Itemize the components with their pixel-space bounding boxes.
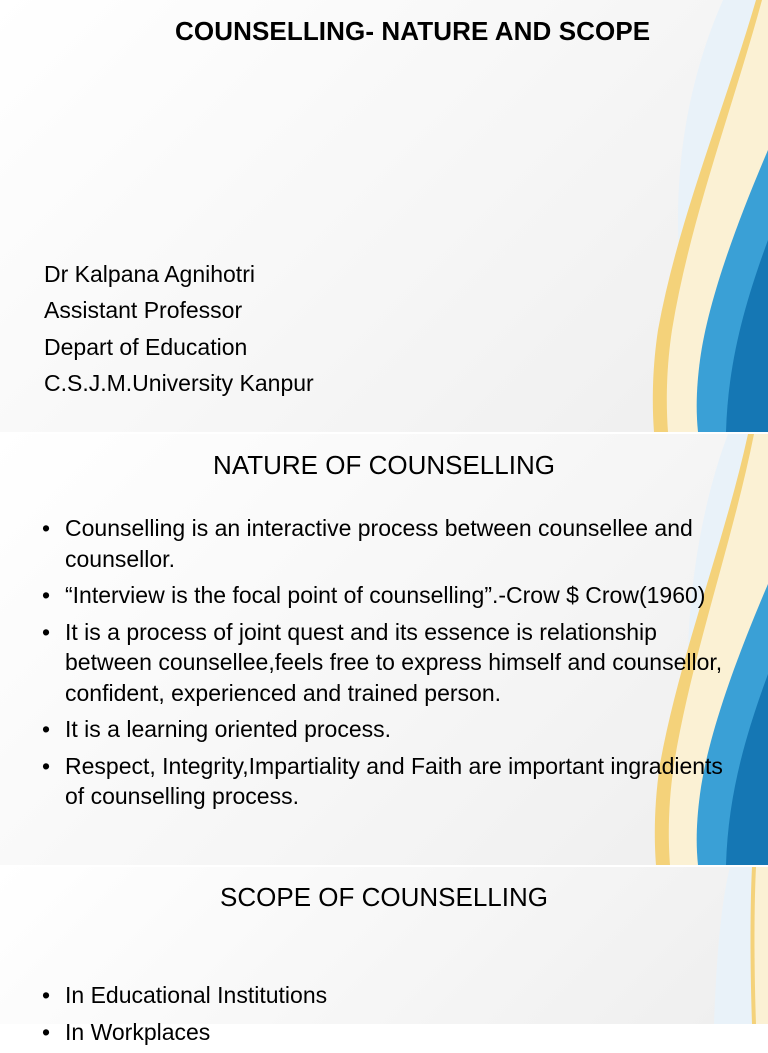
slide-title: SCOPE OF COUNSELLING [220,882,548,912]
decorative-wave [628,0,768,432]
slide-title: NATURE OF COUNSELLING [213,450,555,480]
list-item: • Respect, Integrity,Impartiality and Faith are important ingradients of counselling process. [42,752,723,809]
author-block [44,256,314,401]
slide-scope [0,867,768,1045]
author-position: Assistant Professor [44,297,243,324]
bullet-icon: • [42,618,51,645]
list-item: • In Educational Institutions [0,980,730,1011]
list-item: • It is a learning oriented process. [0,714,730,745]
author-university: C.S.J.M.University Kanpur [44,369,314,396]
bullet-icon: • [42,716,51,742]
bullet-icon: • [42,752,51,779]
slide-title-page [0,0,768,432]
bullet-list [0,980,730,1053]
bullet-icon: • [42,1018,51,1045]
list-item: • Counselling is an interactive process between counsellee and counsellor. [42,515,693,572]
slide-nature [0,434,768,865]
author-department: Depart of Education [44,333,248,360]
author-name: Dr Kalpana Agnihotri [44,261,255,287]
list-item: • In Workplaces [0,1017,730,1048]
bullet-icon: • [42,515,51,541]
slide-title: COUNSELLING- NATURE AND SCOPE [175,16,651,46]
bullet-list [0,513,730,818]
list-item: • “Interview is the focal point of counselling”.-Crow $ Crow(1960) [0,580,730,611]
bullet-icon: • [42,982,51,1008]
bullet-icon: • [42,582,51,608]
list-item: • It is a process of joint quest and its essence is relationship between counsellee,feels free to express himself and counsellor, confident, experienced and trained person. [42,618,723,706]
